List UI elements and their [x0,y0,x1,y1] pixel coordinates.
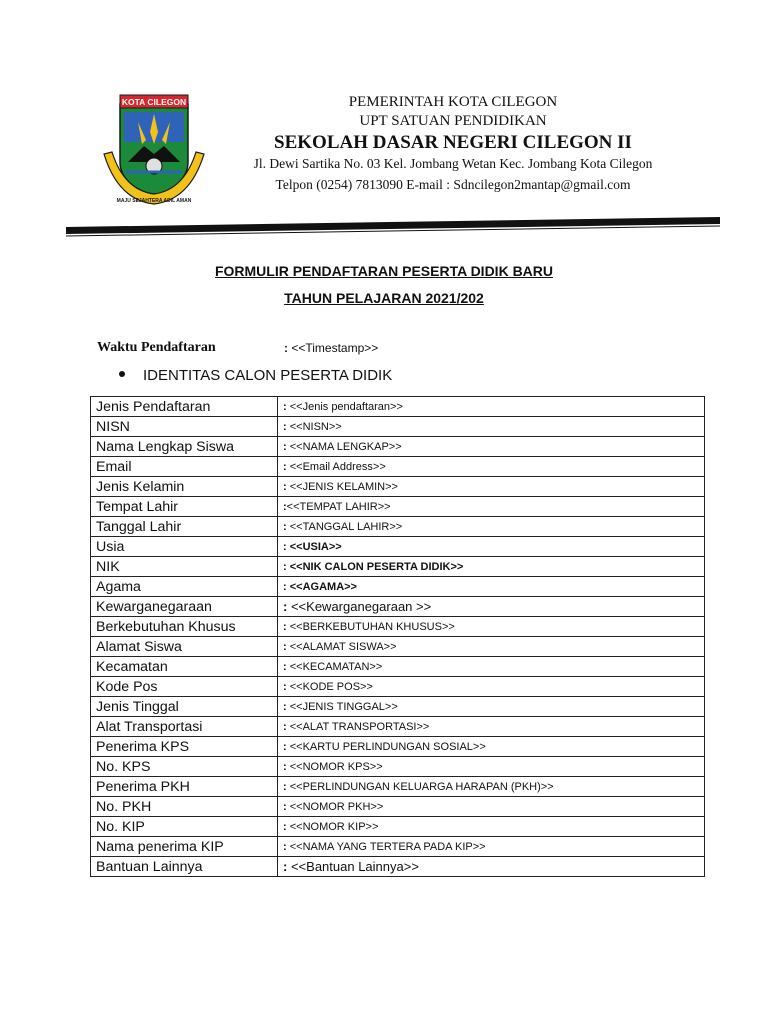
table-row [91,477,705,497]
table-row [91,797,705,817]
section-heading [119,367,392,384]
header-contact: Telpon (0254) 7813090 E-mail : Sdncilegon2mantap@gmail.com [275,177,631,192]
row-label: Kecamatan [91,657,278,677]
timestamp-label: Waktu Pendaftaran [97,340,216,355]
bullet-icon [119,371,125,377]
row-value [278,697,705,717]
table-row [91,697,705,717]
table-row [91,677,705,697]
row-value-text: <<JENIS TINGGAL>> [289,700,398,713]
table-row [91,617,705,637]
row-value [278,417,705,437]
row-value [278,857,705,877]
row-value-text: <<NOMOR KPS>> [289,760,383,773]
table-row [91,577,705,597]
row-label: Alat Transportasi [91,717,278,737]
identity-table [90,396,705,877]
row-value [278,597,705,617]
timestamp-value [284,341,378,355]
row-value [278,777,705,797]
row-value [278,397,705,417]
row-colon: : [283,660,287,673]
row-value-text: <<USIA>> [289,540,342,553]
table-row [91,417,705,437]
row-colon: : [283,859,288,874]
row-value [278,437,705,457]
table-row [91,637,705,657]
row-value [278,617,705,637]
table-row [91,597,705,617]
row-label: Email [91,457,278,477]
row-value [278,817,705,837]
table-row [91,557,705,577]
row-label: Kewarganegaraan [91,597,278,617]
row-colon: : [283,640,287,653]
row-colon: : [283,700,287,713]
row-value [278,837,705,857]
row-label: Nama penerima KIP [91,837,278,857]
row-label: Tanggal Lahir [91,517,278,537]
row-value-text: <<ALAMAT SISWA>> [289,640,397,653]
row-value-text: <<ALAT TRANSPORTASI>> [289,720,430,733]
row-value-text: <<TANGGAL LAHIR>> [289,520,403,533]
table-row [91,497,705,517]
row-value-text: <<AGAMA>> [289,580,357,593]
row-value [278,477,705,497]
row-value [278,537,705,557]
row-value [278,517,705,537]
row-value-text: <<KARTU PERLINDUNGAN SOSIAL>> [289,740,486,753]
row-label: No. KPS [91,757,278,777]
row-colon: : [283,780,287,793]
row-label: Berkebutuhan Khusus [91,617,278,637]
row-colon: : [283,540,287,553]
header-school-name: SEKOLAH DASAR NEGERI CILEGON II [274,132,632,153]
header-line-upt: UPT SATUAN PENDIDIKAN [359,113,547,129]
table-row [91,517,705,537]
row-value-text: <<NAMA LENGKAP>> [289,440,402,453]
row-colon: : [283,599,288,614]
table-row [91,737,705,757]
table-row [91,437,705,457]
row-label: Jenis Kelamin [91,477,278,497]
row-value-text: <<Jenis pendaftaran>> [289,400,403,413]
header-address: Jl. Dewi Sartika No. 03 Kel. Jombang Wetan Kec. Jombang Kota Cilegon [253,156,653,171]
row-colon: : [283,520,287,533]
row-value-text: <<NISN>> [289,420,342,433]
row-value-text: <<KECAMATAN>> [289,660,383,673]
row-value [278,497,705,517]
header-line-government: PEMERINTAH KOTA CILEGON [348,94,558,110]
row-label: No. PKH [91,797,278,817]
row-label: Nama Lengkap Siswa [91,437,278,457]
table-row [91,857,705,877]
row-value [278,557,705,577]
table-row [91,717,705,737]
row-value [278,737,705,757]
row-colon: : [283,560,287,573]
table-row [91,837,705,857]
row-label: NIK [91,557,278,577]
table-row [91,657,705,677]
table-row [91,457,705,477]
row-value [278,637,705,657]
row-value-text: <<Email Address>> [289,460,386,473]
logo-banner-text: KOTA CILEGON [121,97,187,107]
row-label: Jenis Tinggal [91,697,278,717]
row-value-text: <<BERKEBUTUHAN KHUSUS>> [289,620,455,633]
row-colon: : [283,620,287,633]
row-label: Usia [91,537,278,557]
row-value-text: <<NIK CALON PESERTA DIDIK>> [289,560,464,573]
form-title: FORMULIR PENDAFTARAN PESERTA DIDIK BARU [214,263,554,279]
row-value [278,457,705,477]
row-colon: : [283,760,287,773]
table-row [91,757,705,777]
row-colon: : [283,820,287,833]
row-value [278,757,705,777]
row-value [278,717,705,737]
row-colon: : [283,400,287,413]
row-label: No. KIP [91,817,278,837]
row-colon: : [283,420,287,433]
letterhead-rule [0,0,768,240]
row-label: Tempat Lahir [91,497,278,517]
row-label: Jenis Pendaftaran [91,397,278,417]
row-label: Kode Pos [91,677,278,697]
row-colon: : [283,740,287,753]
row-colon: : [283,800,287,813]
row-value-text: <<JENIS KELAMIN>> [289,480,398,493]
logo-ribbon-text: MAJU SEJAHTERA ADIL AMAN [116,198,192,204]
row-label: NISN [91,417,278,437]
row-value-text: <<KODE POS>> [289,680,373,693]
timestamp-colon: : [284,341,288,355]
row-label: Penerima PKH [91,777,278,797]
row-value-text: <<PERLINDUNGAN KELUARGA HARAPAN (PKH)>> [289,780,554,793]
table-row [91,537,705,557]
table-row [91,397,705,417]
timestamp-field: <<Timestamp>> [291,341,379,355]
row-colon: : [283,460,287,473]
row-colon: : [283,500,287,513]
row-label: Bantuan Lainnya [91,857,278,877]
row-value [278,677,705,697]
row-colon: : [283,480,287,493]
row-colon: : [283,580,287,593]
row-value [278,657,705,677]
row-value-text: <<Kewarganegaraan >> [290,599,432,614]
table-row [91,777,705,797]
row-label: Alamat Siswa [91,637,278,657]
row-value-text: <<NOMOR KIP>> [289,820,379,833]
row-colon: : [283,440,287,453]
row-label: Penerima KPS [91,737,278,757]
row-value [278,577,705,597]
row-colon: : [283,680,287,693]
row-colon: : [283,720,287,733]
form-year: TAHUN PELAJARAN 2021/202 [284,290,484,306]
section-heading-text: IDENTITAS CALON PESERTA DIDIK [143,367,393,384]
row-value-text: <<NOMOR PKH>> [289,800,384,813]
table-row [91,817,705,837]
row-value-text: <<TEMPAT LAHIR>> [286,500,391,513]
row-label: Agama [91,577,278,597]
row-colon: : [283,840,287,853]
row-value-text: <<Bantuan Lainnya>> [290,859,419,874]
row-value-text: <<NAMA YANG TERTERA PADA KIP>> [289,840,486,853]
row-value [278,797,705,817]
